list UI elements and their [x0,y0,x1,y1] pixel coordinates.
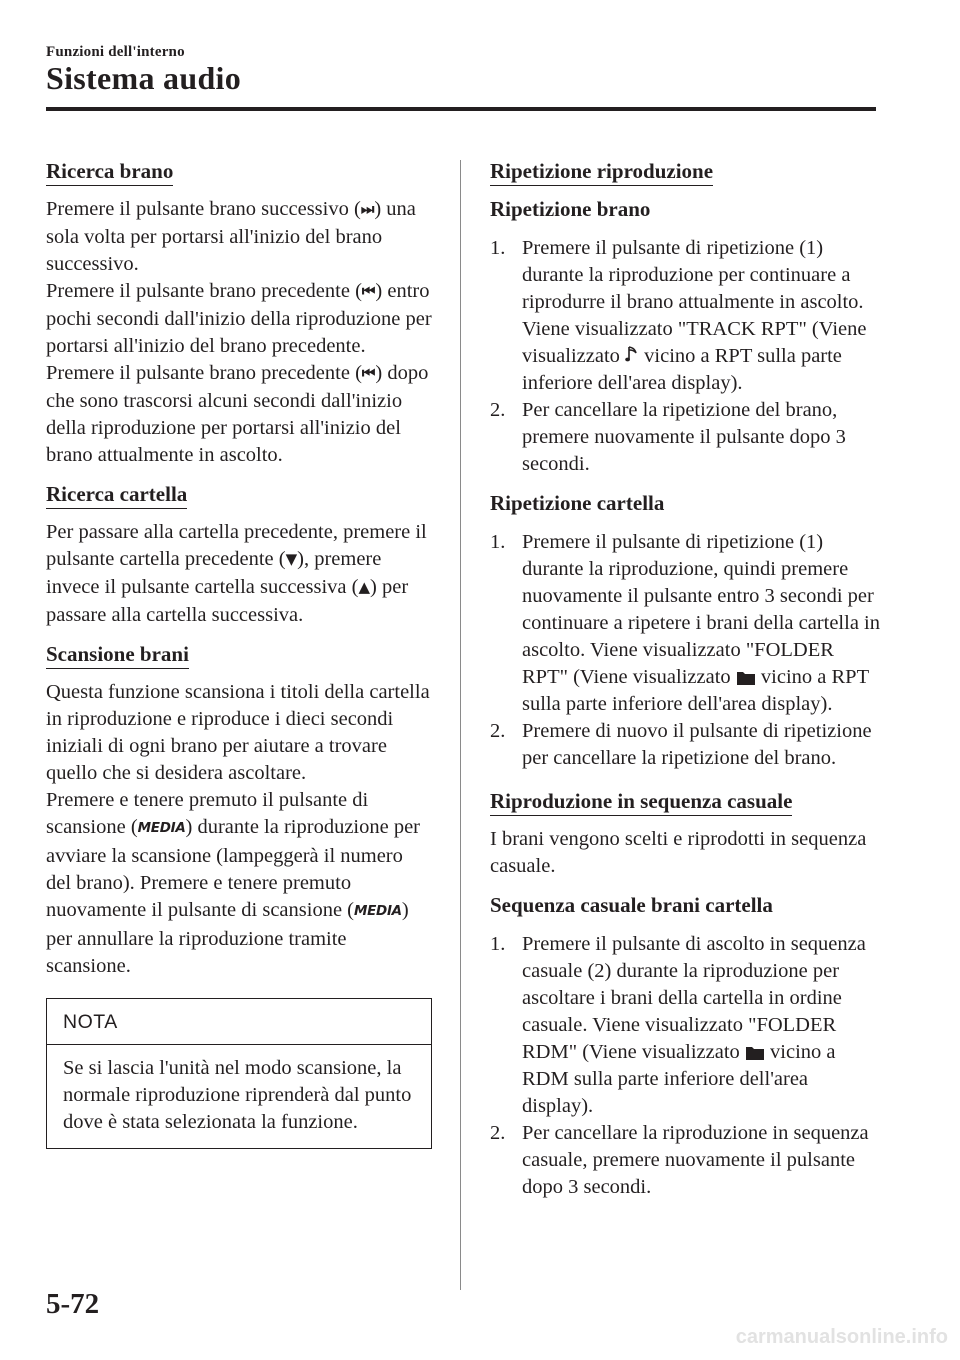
text-fragment: Premere e tenere premuto il pulsante di scansione ( [46,789,369,838]
list-item [490,931,880,1120]
folder-icon [736,669,756,687]
list-item [490,718,880,772]
page-number: 5-72 [46,1288,100,1320]
text-fragment: Per cancellare la riproduzione in sequenza casuale, premere nuovamente il pulsante dopo 3 secondi. [522,1122,869,1198]
subheading-ripetizione-brano: Ripetizione brano [490,197,651,221]
text-fragment: Per cancellare la ripetizione del brano, premere nuovamente il pulsante dopo 3 secondi. [522,399,846,475]
ripetizione-brano-steps [490,235,880,478]
heading-ripetizione-riproduzione: Ripetizione riproduzione [490,158,713,186]
text-fragment: Premere il pulsante brano successivo ( [46,198,361,220]
text-fragment: Per passare alla cartella precedente, premere il pulsante cartella precedente ( [46,521,427,570]
text-fragment: ) per passare alla cartella successiva. [46,576,409,626]
ricerca-brano-text [46,196,432,469]
ripetizione-cartella-steps [490,529,880,772]
text-fragment: Premere il pulsante di ascolto in sequenza casuale (2) durante la riproduzione per ascoltare i brani della cartella in ordine casuale. Viene visualizzato "FOLDER RDM" (Viene visualizzato [522,933,866,1063]
casuale-intro: I brani vengono scelti e riprodotti in sequenza casuale. [490,828,867,877]
text-fragment: Premere il pulsante di ripetizione (1) durante la riproduzione per continuare a riprodurre il brano attualmente in ascolto. Viene visualizzato "TRACK RPT" (Viene visualizzato [522,237,867,367]
note-box [46,998,432,1149]
sequenza-casuale-steps [490,931,880,1201]
text-fragment: Questa funzione scansiona i titoli della cartella in riproduzione e riproduce i dieci secondi iniziali di ogni brano per aiutare a trovare quello che si desidera ascoltare. [46,681,430,784]
step-number: 1. [490,531,506,553]
heading-scansione-brani: Scansione brani [46,641,189,669]
text-fragment: ) per annullare la riproduzione tramite scansione. [46,899,409,977]
section-title: Sistema audio [46,60,242,96]
step-number: 1. [490,933,506,955]
list-item [490,397,880,478]
step-number: 2. [490,399,506,421]
text-fragment: ) una sola volta per portarsi all'inizio del brano successivo. [46,198,416,275]
ricerca-cartella-text [46,519,432,629]
folder-down-icon: ▼ [285,550,298,568]
list-item [490,235,880,397]
list-item [490,1120,880,1201]
text-fragment: ) entro pochi secondi dall'inizio della riproduzione per portarsi all'inizio del brano precedente. [46,280,432,357]
text-fragment: vicino a RPT sulla parte inferiore dell'area display). [522,345,842,394]
text-fragment: ) durante la riproduzione per avviare la scansione (lampeggerà il numero del brano). Premere e tenere premuto nuovamente il pulsante di scansione ( [46,816,421,921]
previous-track-icon: ⏮ [361,364,376,382]
scansione-brani-text [46,679,432,980]
subheading-ripetizione-cartella: Ripetizione cartella [490,491,665,515]
text-fragment: Premere il pulsante brano precedente ( [46,280,362,302]
note-title: NOTA [47,999,431,1045]
media-icon: MEDIA [354,903,402,919]
folder-up-icon: ▲ [358,578,371,596]
header-rule [46,107,876,111]
chapter-title: Funzioni dell'interno [46,44,185,60]
subheading-sequenza-casuale: Sequenza casuale brani cartella [490,893,773,917]
text-fragment: ) dopo che sono trascorsi alcuni secondi dall'inizio della riproduzione per portarsi all'inizio del brano attualmente in ascolto. [46,362,429,466]
text-fragment: vicino a RPT sulla parte inferiore dell'area display). [522,666,869,715]
text-fragment: ), premere invece il pulsante cartella successiva ( [46,548,382,598]
right-column [490,158,880,1213]
step-number: 1. [490,237,506,259]
media-icon: MEDIA [137,820,186,836]
step-number: 2. [490,1122,506,1144]
watermark: carmanualsonline.info [735,1326,948,1348]
list-item [490,529,880,718]
note-body: Se si lascia l'unità nel modo scansione, la normale riproduzione riprenderà dal punto dove è stata selezionata la funzione. [63,1057,412,1133]
folder-icon [745,1044,765,1062]
heading-riproduzione-casuale: Riproduzione in sequenza casuale [490,788,792,816]
previous-track-icon: ⏮ [361,282,376,300]
text-fragment: Premere il pulsante brano precedente ( [46,362,362,384]
left-column [46,158,432,1149]
heading-ricerca-cartella: Ricerca cartella [46,481,187,509]
next-track-icon: ⏭ [360,200,375,218]
heading-ricerca-brano: Ricerca brano [46,158,173,186]
text-fragment: Premere di nuovo il pulsante di ripetizione per cancellare la ripetizione del brano. [522,720,872,769]
text-fragment: Premere il pulsante di ripetizione (1) durante la riproduzione, quindi premere nuovamente il pulsante entro 3 secondi per continuare a ripetere i brani della cartella in ascolto. Viene visualizzato "FOLDER RPT" (Viene visualizzato [522,531,880,688]
step-number: 2. [490,720,506,742]
music-note-icon [625,344,639,366]
text-fragment: vicino a RDM sulla parte inferiore dell'area display). [522,1041,836,1117]
column-divider [460,160,461,1290]
